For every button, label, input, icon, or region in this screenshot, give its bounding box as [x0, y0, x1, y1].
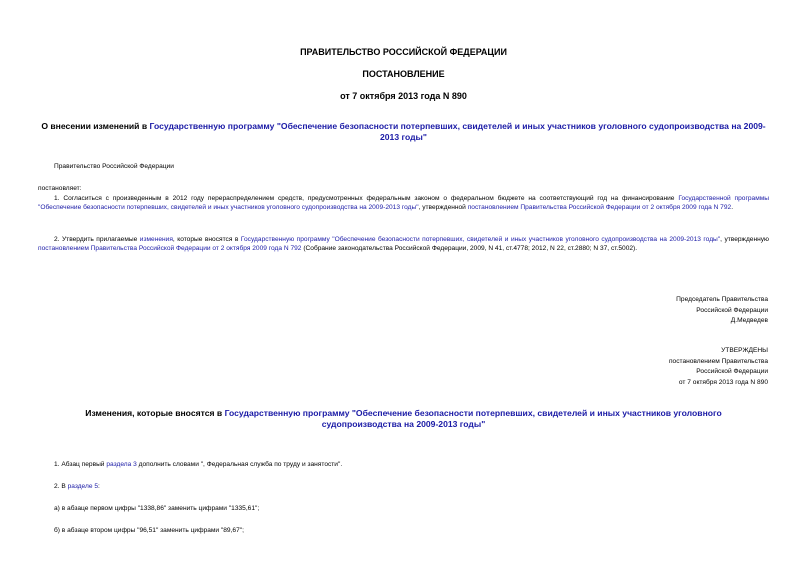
changes-title-program-link[interactable]: Государственную программу "Обеспечение безопасности потерпевших, свидетелей и иных участников уголовного судопроизводства на 2009-2013 годы" — [224, 408, 722, 429]
approval-line-3: Российской Федерации — [696, 368, 768, 376]
section-5-link[interactable]: разделе 5 — [67, 483, 99, 490]
item-2a: а) в абзаце первом цифры "1338,86" заменить цифрами "1335,61"; — [54, 505, 260, 512]
signature-line-1: Председатель Правительства — [676, 296, 768, 303]
item-1-text-1: 1. Абзац первый — [54, 461, 107, 468]
p1-text-2: , утвержденной — [418, 203, 468, 211]
item-2-text-2: : — [98, 483, 100, 490]
p1-program-link[interactable]: Государственной программы "Обеспечение безопасности потерпевших, свидетелей и иных участников уголовного судопроизводства на 2009-2013 годы" — [38, 195, 769, 211]
item-1 — [54, 461, 342, 468]
approval-line-4: от 7 октября 2013 года N 890 — [678, 378, 768, 386]
document-date: от 7 октября 2013 года N 890 — [340, 91, 467, 101]
title-prefix: О внесении изменений в — [41, 121, 150, 131]
changes-title-prefix: Изменения, которые вносятся в — [85, 408, 225, 418]
paragraph-2 — [38, 236, 769, 253]
item-2b: б) в абзаце втором цифры "96,51" заменить цифрами "89,67"; — [54, 527, 244, 534]
item-1-text-2: дополнить словами ", Федеральная служба по труду и занятости". — [136, 461, 343, 468]
p2-changes-link[interactable]: изменения — [139, 236, 173, 243]
changes-title — [0, 408, 807, 430]
item-2 — [54, 483, 100, 490]
document-title — [0, 121, 807, 143]
p2-program-link[interactable]: Государственную программу "Обеспечение безопасности потерпевших, свидетелей и иных участников уголовного судопроизводства на 2009-2013 годы" — [240, 236, 721, 243]
document-type: ПОСТАНОВЛЕНИЕ — [362, 69, 445, 79]
p2-text-3: , утвержденную — [720, 236, 770, 243]
signature-line-2: Российской Федерации — [696, 306, 768, 314]
p2-text-1: 2. Утвердить прилагаемые — [54, 236, 140, 243]
p1-text-1: 1. Согласиться с произведенным в 2012 году перераспределением средств, предусмотренных федеральным законом о федеральном бюджете на соответствующий год на финансирование — [54, 195, 679, 202]
p2-text-2: , которые вносятся в — [172, 236, 241, 243]
p1-resolution-link[interactable]: постановлением Правительства Российской Федерации от 2 октября 2009 года N 792 — [467, 203, 732, 211]
section-3-link[interactable]: раздела 3 — [106, 461, 137, 468]
p1-text-3: . — [731, 203, 734, 211]
title-program-link[interactable]: Государственную программу "Обеспечение безопасности потерпевших, свидетелей и иных участников уголовного судопроизводства на 2009-2013 годы" — [149, 121, 766, 142]
intro-government: Правительство Российской Федерации — [54, 163, 174, 170]
signature-block — [676, 295, 768, 327]
signature-name: Д.Медведев — [730, 317, 768, 325]
approval-line-1: УТВЕРЖДЕНЫ — [721, 347, 768, 354]
approval-block — [669, 346, 768, 388]
p2-text-4: (Собрание законодательства Российской Федерации, 2009, N 41, ст.4778; 2012, N 22, ст.2880; N 37, ст.5002). — [301, 244, 638, 252]
item-2-text-1: 2. В — [54, 483, 68, 490]
intro-decides: постановляет: — [38, 185, 82, 192]
p2-resolution-link[interactable]: постановлением Правительства Российской Федерации от 2 октября 2009 года N 792 — [38, 244, 302, 252]
government-heading: ПРАВИТЕЛЬСТВО РОССИЙСКОЙ ФЕДЕРАЦИИ — [300, 47, 507, 57]
paragraph-1 — [38, 195, 769, 212]
approval-line-2: постановлением Правительства — [668, 357, 768, 365]
